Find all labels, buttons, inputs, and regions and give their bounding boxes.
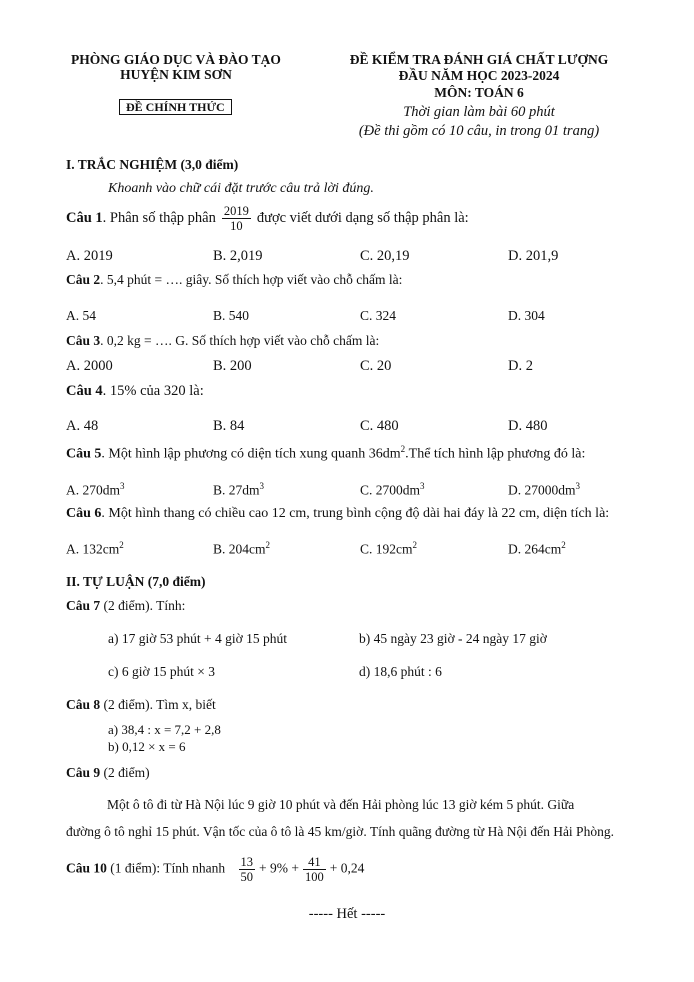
fraction-denominator: 100 — [304, 870, 324, 884]
superscript: 2 — [265, 540, 270, 550]
option-text: D. 27000dm — [508, 482, 576, 498]
math-operator: + 9% + — [259, 860, 299, 876]
question-9 — [66, 765, 150, 781]
time-note: Thời gian làm bài 60 phút — [403, 104, 555, 120]
option-text: B. 27dm — [213, 482, 260, 498]
option-text: D. 264cm — [508, 541, 562, 557]
q2-option-d[interactable]: D. 304 — [508, 308, 545, 323]
part1-instruction: Khoanh vào chữ cái đặt trước câu trả lời đúng. — [108, 181, 374, 196]
question-5 — [66, 444, 585, 463]
question-text: (2 điểm). Tính: — [100, 598, 186, 613]
question-text: (1 điểm): Tính nhanh — [106, 860, 226, 876]
superscript: 2 — [400, 444, 406, 454]
subject: MÔN: TOÁN 6 — [434, 85, 524, 100]
option-text: C. 192cm — [360, 541, 413, 557]
question-text: . Một hình lập phương có diện tích xung quanh 36dm — [101, 446, 401, 462]
superscript: 2 — [561, 540, 566, 550]
question-4 — [66, 383, 204, 400]
question-text: . 15% của 320 là: — [102, 383, 204, 399]
part1-title: I. TRẮC NGHIỆM (3,0 điểm) — [66, 157, 239, 172]
q1-option-b[interactable]: B. 2,019 — [213, 248, 263, 264]
question-1 — [66, 204, 469, 233]
math-operator: + 0,24 — [329, 860, 365, 876]
q3-option-d[interactable]: D. 2 — [508, 358, 533, 374]
fraction — [222, 204, 251, 233]
question-label: Câu 4 — [66, 383, 103, 399]
question-text: . 5,4 phút = …. giây. Số thích hợp viết vào chỗ chấm là: — [100, 272, 403, 287]
superscript: 3 — [120, 481, 125, 491]
question-text: . Phân số thập phân — [102, 209, 216, 226]
q6-option-d[interactable] — [508, 540, 566, 558]
question-text: . Một hình thang có chiều cao 12 cm, trung bình cộng độ dài hai đáy là 22 cm, diện tích là: — [101, 506, 610, 521]
q3-option-b[interactable]: B. 200 — [213, 358, 252, 374]
q2-option-c[interactable]: C. 324 — [360, 308, 397, 323]
fraction-denominator: 50 — [240, 870, 253, 884]
question-8 — [66, 697, 216, 713]
district-name: HUYỆN KIM SƠN — [120, 67, 232, 82]
question-7 — [66, 598, 185, 614]
q2-option-b[interactable]: B. 540 — [213, 308, 250, 323]
option-text: A. 132cm — [66, 541, 120, 557]
official-stamp: ĐỀ CHÍNH THỨC — [119, 99, 232, 115]
q4-option-b[interactable]: B. 84 — [213, 418, 245, 434]
question-label: Câu 2 — [66, 272, 101, 287]
q9-line-1: Một ô tô đi từ Hà Nội lúc 9 giờ 10 phút và đến Hải phòng lúc 13 giờ kém 5 phút. Giữa — [107, 797, 575, 812]
option-text: C. 2700dm — [360, 482, 421, 498]
page-note: (Đề thi gồm có 10 câu, in trong 01 trang) — [358, 123, 600, 139]
question-6 — [66, 506, 609, 522]
superscript: 2 — [412, 540, 417, 550]
superscript: 3 — [259, 481, 265, 491]
question-text: (2 điểm). Tìm x, biết — [100, 697, 216, 712]
fraction-numerator: 41 — [303, 855, 326, 870]
q9-line-2: đường ô tô nghỉ 15 phút. Vận tốc của ô tô là 45 km/giờ. Tính quãng đường từ Hà Nội đến Hải Phòng. — [66, 824, 614, 839]
option-text: A. 270dm — [66, 482, 120, 498]
q5-option-a[interactable] — [66, 481, 125, 499]
question-label: Câu 6 — [66, 506, 102, 521]
q6-option-a[interactable] — [66, 540, 124, 558]
superscript: 3 — [420, 481, 425, 491]
option-text: B. 204cm — [213, 541, 266, 557]
question-text: .Thể tích hình lập phương đó là: — [405, 446, 586, 462]
fraction — [303, 855, 326, 884]
q8-part-a: a) 38,4 : x = 7,2 + 2,8 — [108, 722, 221, 737]
end-marker: ----- Hết ----- — [308, 906, 386, 922]
question-label: Câu 1 — [66, 209, 103, 226]
q7-part-b: b) 45 ngày 23 giờ - 24 ngày 17 giờ — [359, 631, 547, 646]
question-label: Câu 9 — [66, 765, 101, 780]
q4-option-d[interactable]: D. 480 — [508, 418, 548, 434]
question-text: . 0,2 kg = …. G. Số thích hợp viết vào chỗ chấm là: — [100, 333, 380, 348]
q8-part-b: b) 0,12 × x = 6 — [108, 739, 186, 754]
question-text: được viết dưới dạng số thập phân là: — [256, 209, 469, 226]
exam-title: ĐỀ KIỂM TRA ĐÁNH GIÁ CHẤT LƯỢNG — [349, 52, 609, 67]
department-name: PHÒNG GIÁO DỤC VÀ ĐÀO TẠO — [71, 52, 281, 67]
question-label: Câu 7 — [66, 598, 101, 613]
q6-option-b[interactable] — [213, 540, 270, 558]
fraction-numerator: 13 — [240, 855, 253, 869]
fraction — [239, 855, 256, 884]
school-year: ĐẦU NĂM HỌC 2023-2024 — [398, 68, 560, 83]
q1-option-d[interactable]: D. 201,9 — [508, 248, 559, 264]
q1-option-a[interactable]: A. 2019 — [66, 248, 113, 264]
question-text: (2 điểm) — [100, 765, 150, 780]
part2-title: II. TỰ LUẬN (7,0 điểm) — [66, 574, 206, 589]
q5-option-b[interactable] — [213, 481, 264, 499]
question-label: Câu 8 — [66, 697, 101, 712]
question-10 — [66, 855, 364, 884]
q4-option-a[interactable]: A. 48 — [66, 418, 99, 434]
question-3 — [66, 333, 379, 349]
fraction-denominator: 10 — [230, 219, 243, 233]
q3-option-c[interactable]: C. 20 — [360, 358, 392, 374]
question-label: Câu 10 — [66, 860, 107, 876]
q7-part-d: d) 18,6 phút : 6 — [359, 664, 442, 679]
q6-option-c[interactable] — [360, 540, 417, 558]
fraction-numerator: 2019 — [223, 204, 249, 218]
q7-part-c: c) 6 giờ 15 phút × 3 — [108, 664, 215, 679]
q3-option-a[interactable]: A. 2000 — [66, 358, 113, 374]
q5-option-d[interactable] — [508, 481, 580, 499]
q7-part-a: a) 17 giờ 53 phút + 4 giờ 15 phút — [108, 631, 288, 646]
q5-option-c[interactable] — [360, 481, 425, 499]
superscript: 3 — [575, 481, 580, 491]
question-label: Câu 5 — [66, 446, 102, 462]
question-label: Câu 3 — [66, 333, 101, 348]
q2-option-a[interactable]: A. 54 — [66, 308, 96, 323]
q4-option-c[interactable]: C. 480 — [360, 418, 399, 434]
superscript: 2 — [119, 540, 124, 550]
q1-option-c[interactable]: C. 20,19 — [360, 248, 410, 264]
question-2 — [66, 272, 402, 288]
